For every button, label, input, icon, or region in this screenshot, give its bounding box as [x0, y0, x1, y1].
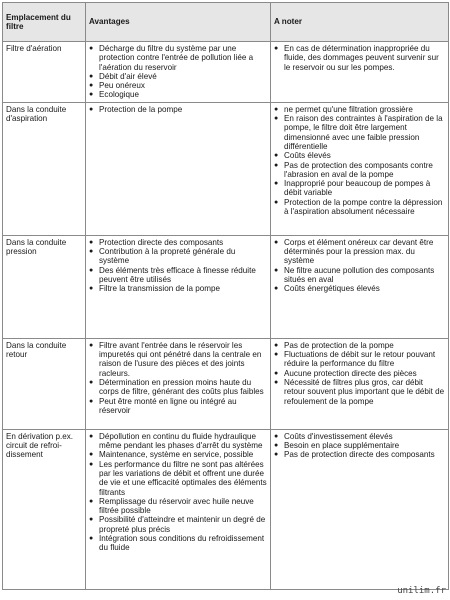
advantage-item: ● Filtre la transmission de la pompe — [89, 284, 267, 293]
table-row-bypass — [3, 429, 449, 589]
advantage-item: ● Protection directe des composants — [89, 238, 267, 247]
header-notes: A noter — [271, 3, 449, 42]
location-cell: Filtre d'aération — [3, 42, 86, 103]
advantage-item: ● Ecologique — [89, 90, 267, 99]
location-cell: Dans la conduite retour — [3, 338, 86, 429]
note-item: ● Pas de protection de la pompe — [274, 341, 445, 350]
note-item: ● Aucune protection directe des pièces — [274, 369, 445, 378]
advantage-item: ● Dépollution en continu du fluide hydraulique même pendant les phases d'arrêt du système — [89, 432, 267, 451]
note-item: ● Protection de la pompe contre la dépression à l'aspiration absolument nécessaire — [274, 198, 445, 217]
advantages-cell — [86, 429, 271, 589]
notes-cell — [271, 42, 449, 103]
advantage-item: ● Peu onéreux — [89, 81, 267, 90]
note-item: ● ne permet qu'une filtration grossière — [274, 105, 445, 114]
header-location: Emplacement du filtre — [3, 3, 86, 42]
advantage-item: ● Contribution à la propreté générale du système — [89, 247, 267, 266]
note-item: ● Coûts élevés — [274, 151, 445, 160]
advantage-item: ● Des éléments très efficace à finesse réduite peuvent être utilisés — [89, 266, 267, 285]
header-advantages: Avantages — [86, 3, 271, 42]
advantage-item: ● Possibilité d'atteindre et maintenir un degré de propreté plus précis — [89, 515, 267, 534]
table-row-aspiration — [3, 102, 449, 235]
advantages-cell — [86, 235, 271, 338]
advantage-item: ● Protection de la pompe — [89, 105, 267, 114]
filter-location-table — [2, 2, 449, 590]
advantage-item: ● Décharge du filtre du système par une protection contre l'entrée de pollution liée a l'aération du reservoir — [89, 44, 267, 72]
note-item: ● Ne filtre aucune pollution des composants situés en aval — [274, 266, 445, 285]
note-item: ● En cas de détermination inappropriée du fluide, des dommages peuvent survenir sur le reservoir ou sur les pompes. — [274, 44, 445, 72]
advantage-item: ● Débit d'air élevé — [89, 72, 267, 81]
note-item: ● En raison des contraintes à l'aspiration de la pompe, le filtre doit être largement dimensionné avec une faible pression différentielle — [274, 114, 445, 151]
note-item: ● Inapproprié pour beaucoup de pompes à débit variable — [274, 179, 445, 198]
notes-cell — [271, 235, 449, 338]
table-row-aeration — [3, 42, 449, 103]
advantage-item: ● Intégration sous conditions du refroidissement du fluide — [89, 534, 267, 553]
notes-cell — [271, 429, 449, 589]
table-row-pressure — [3, 235, 449, 338]
note-item: ● Fluctuations de débit sur le retour pouvant réduire la performance du filtre — [274, 350, 445, 369]
note-item: ● Coûts énergétiques élevés — [274, 284, 445, 293]
location-cell: Dans la conduite pression — [3, 235, 86, 338]
note-item: ● Nécessité de filtres plus gros, car débit retour souvent plus important que le débit de refoulement de la pompe — [274, 378, 445, 406]
advantage-item: ● Remplissage du réservoir avec huile neuve filtrée possible — [89, 497, 267, 516]
advantage-item: ● Les performance du filtre ne sont pas altérées par les variations de débit et offrent une durée de vie et une efficacité optimales des éléments filtrants — [89, 460, 267, 497]
note-item: ● Pas de protection directe des composants — [274, 450, 445, 459]
location-cell: Dans la conduite d'aspiration — [3, 102, 86, 235]
notes-cell — [271, 102, 449, 235]
advantages-cell — [86, 42, 271, 103]
header-row — [3, 3, 449, 42]
location-cell: En dérivation p.ex. circuit de refroi-dissement — [3, 429, 86, 589]
notes-cell — [271, 338, 449, 429]
advantage-item: ● Peut être monté en ligne ou intégré au réservoir — [89, 397, 267, 416]
note-item: ● Coûts d'investissement élevés — [274, 432, 445, 441]
advantages-cell — [86, 338, 271, 429]
note-item: ● Pas de protection des composants contre l'abrasion en aval de la pompe — [274, 161, 445, 180]
advantage-item: ● Détermination en pression moins haute du corps de filtre, générant des coûts plus faibles — [89, 378, 267, 397]
note-item: ● Besoin en place supplémentaire — [274, 441, 445, 450]
advantages-cell — [86, 102, 271, 235]
note-item: ● Corps et élément onéreux car devant être déterminés pour la pression max. du système — [274, 238, 445, 266]
advantage-item: ● Maintenance, système en service, possible — [89, 450, 267, 459]
watermark: unilim.fr — [397, 586, 446, 596]
table-row-return — [3, 338, 449, 429]
advantage-item: ● Filtre avant l'entrée dans le réservoir les impuretés qui ont pénétré dans la centrale en raison de l'usure des pièces et des joints racleurs. — [89, 341, 267, 378]
